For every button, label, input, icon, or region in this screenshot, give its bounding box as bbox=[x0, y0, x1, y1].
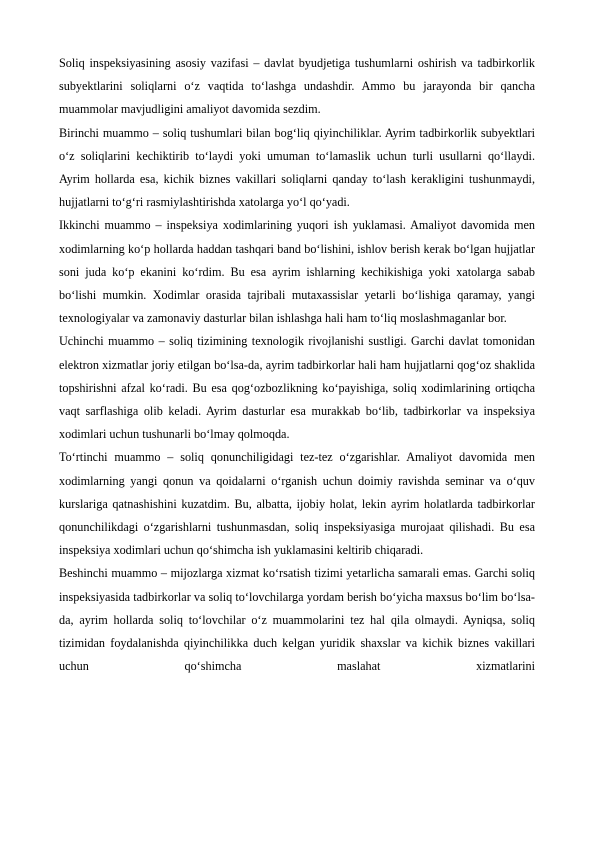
paragraph-intro: Soliq inspeksiyasining asosiy vazifasi – davlat byudjetiga tushumlarni oshirish va tadbirkorlik subyektlarini soliqlarni oʻz vaqtida toʻlashga undashdir. Ammo bu jarayonda bir qancha muammolar mavjudligini amaliyot davomida sezdim. bbox=[59, 56, 535, 117]
paragraph-problem-5: Beshinchi muammo – mijozlarga xizmat koʻrsatish tizimi yetarlicha samarali emas. Garchi soliq inspeksiyasida tadbirkorlar va soliq toʻlovchilarga yordam berish boʻyicha maxsus boʻlim boʻlsa-da, ayrim hollarda soliq toʻlovchilar oʻz muammolarini tez hal qila olmaydi. Ayniqsa, soliq tizimidan foydalanishda qiyinchilikka duch kelgan yuridik shaxslar va kichik biznes vakillari uchun qoʻshimcha maslahat xizmatlarini bbox=[59, 566, 535, 674]
paragraph-problem-1: Birinchi muammo – soliq tushumlari bilan bogʻliq qiyinchiliklar. Ayrim tadbirkorlik subyektlari oʻz soliqlarini kechiktirib toʻlaydi yoki umuman toʻlamaslik uchun turli usullarni qoʻllaydi. Ayrim hollarda esa, kichik biznes vakillari soliqlarni qanday toʻlash kerakligini tushunmaydi, hujjatlarni toʻgʻri rasmiylashtirishda xatolarga yoʻl qoʻyadi. bbox=[59, 125, 535, 210]
paragraph-problem-4: Toʻrtinchi muammo – soliq qonunchiligidagi tez-tez oʻzgarishlar. Amaliyot davomida men xodimlarning yangi qonun va qoidalarni oʻrganish uchun doimiy ravishda seminar va oʻquv kurslariga qatnashishini kuzatdim. Bu, albatta, ijobiy holat, lekin ayrim holatlarda tadbirkorlar qonunchilikdagi oʻzgarishlarni tushunmasdan, soliq inspeksiyasiga murojaat qilishadi. Bu esa inspeksiya xodimlari uchun qoʻshimcha ish yuklamasini keltirib chiqaradi. bbox=[59, 450, 535, 558]
paragraph-problem-3: Uchinchi muammo – soliq tizimining texnologik rivojlanishi sustligi. Garchi davlat tomonidan elektron xizmatlar joriy etilgan boʻlsa-da, ayrim tadbirkorlar hali ham hujjatlarni qogʻoz shaklida topshirishni afzal koʻradi. Bu esa qogʻozbozlikning koʻpayishiga, soliq xodimlarining ortiqcha vaqt sarflashiga olib keladi. Ayrim dasturlar esa murakkab boʻlib, tadbirkorlar va inspeksiya xodimlari uchun tushunarli boʻlmay qolmoqda. bbox=[59, 334, 535, 442]
document-page bbox=[59, 52, 535, 678]
paragraph-problem-2: Ikkinchi muammo – inspeksiya xodimlarining yuqori ish yuklamasi. Amaliyot davomida men xodimlarning koʻp hollarda haddan tashqari band boʻlishini, ishlov berish kerak boʻlgan hujjatlar soni juda koʻp ekanini koʻrdim. Bu esa ayrim ishlarning kechikishiga yoki xatolarga sabab boʻlishi mumkin. Xodimlar orasida tajribali mutaxassislar yetarli boʻlishiga qaramay, yangi texnologiyalar va zamonaviy dasturlar bilan ishlashga hali ham toʻliq moslashmaganlar bor. bbox=[59, 218, 535, 326]
